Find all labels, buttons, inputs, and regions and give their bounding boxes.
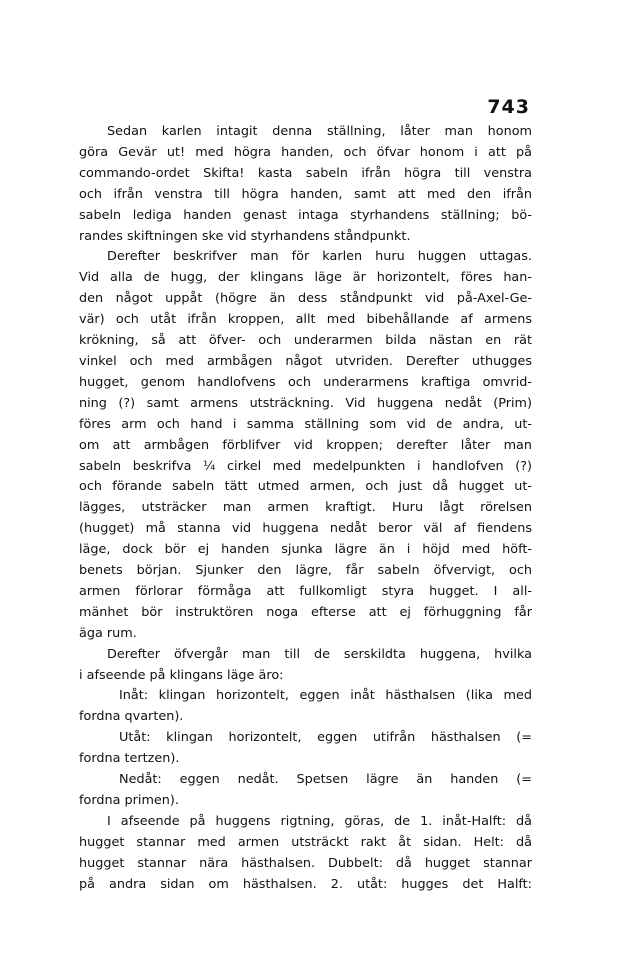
text-line: fordna primen). (79, 793, 179, 808)
text-line: I afseende på huggens rigtning, göras, de 1. inåt-Halft: då (107, 813, 532, 829)
text-line: randes skiftningen ske vid styrhandens ståndpunkt. (79, 228, 411, 244)
body-text (79, 122, 532, 896)
text-line: Inåt: klingan horizontelt, eggen inåt hästhalsen (lika med (119, 688, 532, 704)
text-line: föres arm och hand i samma ställning som vid de andra, ut- (79, 416, 532, 432)
text-line: Nedåt: eggen nedåt. Spetsen lägre än handen (= (119, 772, 532, 788)
text-line: Derefter öfvergår man till de serskildta huggena, hvilka (107, 646, 532, 662)
text-line: mänhet bör instruktören noga efterse att ej förhuggning får (79, 604, 532, 620)
text-line: hugget stannar nära hästhalsen. Dubbelt: då hugget stannar (79, 855, 532, 871)
text-line: Utåt: klingan horizontelt, eggen utifrån hästhalsen (= (119, 730, 532, 746)
text-line: benets början. Sjunker den lägre, får sabeln öfvervigt, och (79, 563, 532, 579)
text-line: och ifrån venstra till högra handen, samt att med den ifrån (79, 186, 532, 202)
text-line: om att armbågen förblifver vid kroppen; derefter låter man (79, 437, 532, 453)
book-page (79, 92, 532, 896)
text-line: den något uppåt (högre än dess ståndpunkt vid på-Axel-Ge- (79, 291, 532, 307)
text-line: göra Gevär ut! med högra handen, och öfvar honom i att på (79, 144, 532, 160)
text-line: sabeln beskrifva ¼ cirkel med medelpunkten i handlofven (?) (79, 458, 532, 474)
text-line: krökning, så att öfver- och underarmen bilda nästan en rät (79, 333, 532, 349)
text-line: sabeln lediga handen genast intaga styrhandens ställning; bö- (79, 207, 532, 223)
text-line: armen förlorar förmåga att fullkomligt styra hugget. I all- (79, 583, 532, 599)
text-line: commando-ordet Skifta! kasta sabeln ifrån högra till venstra (79, 165, 532, 181)
text-line: äga rum. (79, 625, 137, 641)
text-line: lägges, utsträcker man armen kraftigt. Huru lågt rörelsen (79, 500, 532, 516)
text-line: Derefter beskrifver man för karlen huru huggen uttagas. (107, 249, 532, 265)
text-line: ning (?) samt armens utsträckning. Vid huggena nedåt (Prim) (79, 395, 532, 411)
text-line: hugget, genom handlofvens och underarmens kraftiga omvrid- (79, 374, 532, 390)
text-line: läge, dock bör ej handen sjunka lägre än i höjd med höft- (79, 542, 532, 558)
text-line: och förande sabeln tätt utmed armen, och just då hugget ut- (79, 479, 532, 495)
text-line: på andra sidan om hästhalsen. 2. utåt: hugges det Halft: (79, 876, 532, 892)
text-line: vinkel och med armbågen något utvriden. Derefter uthugges (79, 353, 532, 369)
text-line: hugget stannar med armen utsträckt rakt åt sidan. Helt: då (79, 834, 532, 850)
text-line: Vid alla de hugg, der klingans läge är horizontelt, föres han- (79, 270, 532, 286)
text-line: vär) och utåt ifrån kroppen, allt med bibehållande af armens (79, 312, 532, 328)
text-line: Sedan karlen intagit denna ställning, låter man honom (107, 124, 532, 139)
text-line: fordna tertzen). (79, 751, 180, 767)
page-number: 743 (487, 96, 530, 118)
text-line: i afseende på klingans läge äro: (79, 667, 284, 683)
text-line: (hugget) må stanna vid huggena nedåt beror väl af fiendens (79, 521, 532, 537)
text-line: fordna qvarten). (79, 709, 184, 725)
